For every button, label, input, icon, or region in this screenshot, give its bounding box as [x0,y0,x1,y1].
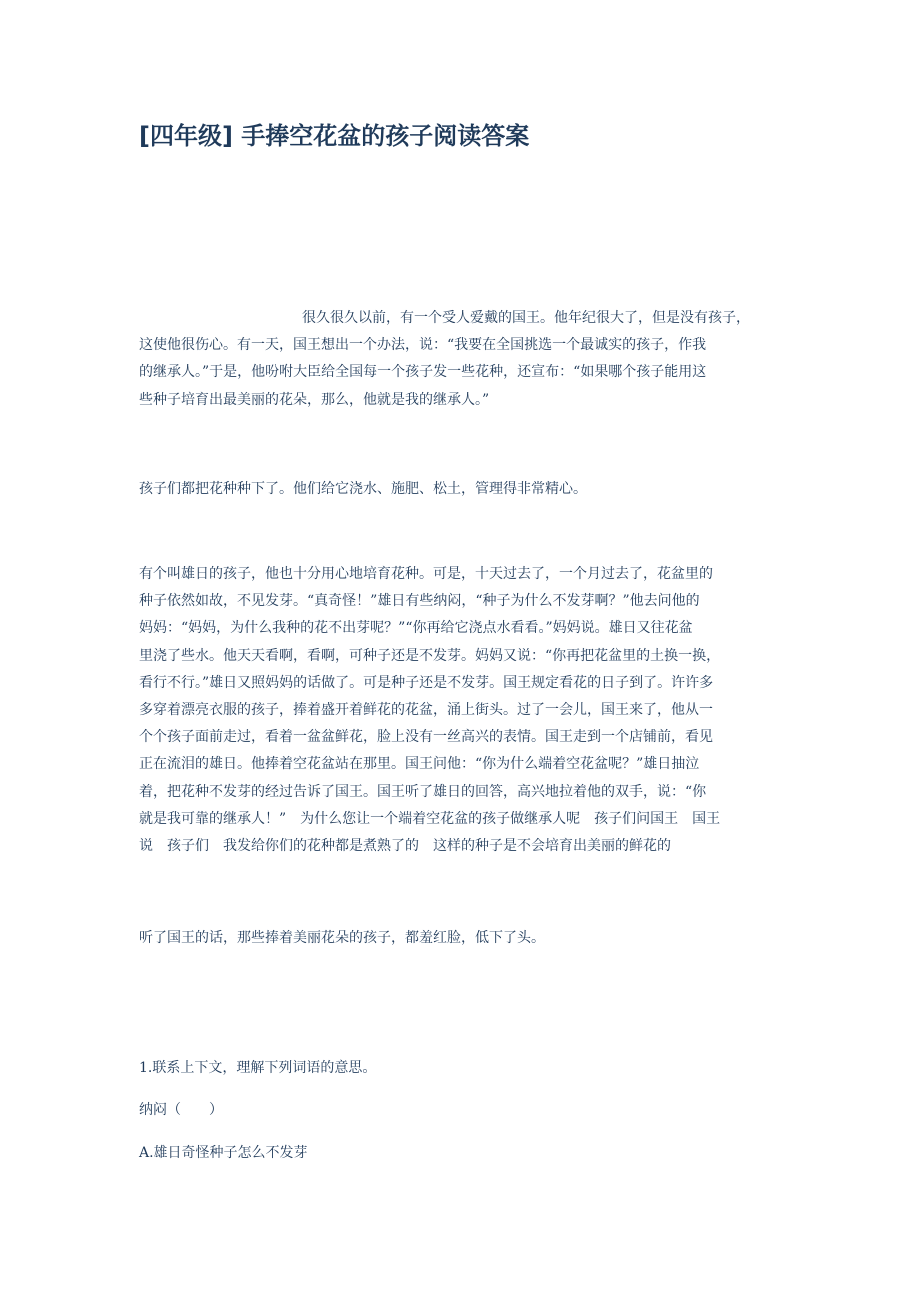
paragraph-line: 的继承人。”于是，他吩咐大臣给全国每一个孩子发一些花种，还宣布：“如果哪个孩子能用这 [139,364,707,381]
question-option-a: A.雄日奇怪种子怎么不发芽 [139,1145,308,1161]
paragraph-line: 多穿着漂亮衣服的孩子，捧着盛开着鲜花的花盆，涌上街头。过了一会儿，国王来了，他从一 [139,702,713,719]
paragraph-line: 个个孩子面前走过，看着一盆盆鲜花，脸上没有一丝高兴的表情。国王走到一个店铺前，看见 [139,729,713,746]
paragraph-line: 里浇了些水。他天天看啊，看啊，可种子还是不发芽。妈妈又说：“你再把花盆里的土换一换， [139,647,721,664]
paragraph-line: 说 孩子们 我发给你们的花种都是煮熟了的 这样的种子是不会培育出美丽的鲜花的 [139,838,671,855]
paragraph-line: 这使他很伤心。有一天，国王想出一个办法，说：“我要在全国挑选一个最诚实的孩子，作我 [139,337,707,354]
paragraph-line: 正在流泪的雄日。他捧着空花盆站在那里。国王问他：“你为什么端着空花盆呢？”雄日抽泣 [139,756,700,773]
story-paragraph-ending [139,925,792,952]
paragraph-line: 着，把花种不发芽的经过告诉了国王。国王听了雄日的回答，高兴地拉着他的双手，说：“你 [139,783,707,800]
paragraph-line: 孩子们都把花种种下了。他们给它浇水、施肥、松土，管理得非常精心。 [139,481,587,497]
paragraph-line: 听了国王的话，那些捧着美丽花朵的孩子，都羞红脸，低下了头。 [139,930,545,946]
paragraph-line: 就是我可靠的继承人！” 为什么您让一个端着空花盆的孩子做继承人呢 孩子们问国王 国王 [139,810,721,827]
document-title: [四年级] 手捧空花盆的孩子阅读答案 [139,122,530,150]
story-paragraph-intro [139,305,792,414]
paragraph-line [139,305,792,332]
story-paragraph-xiongri [139,561,792,860]
paragraph-text: 很久很久以前，有一个受人爱戴的国王。他年纪很大了，但是没有孩子， [302,310,750,326]
paragraph-line: 种子依然如故，不见发芽。“真奇怪！”雄日有些纳闷，“种子为什么不发芽啊？”他去问他的 [139,593,700,610]
question-term: 纳闷（ ） [139,1102,223,1118]
story-paragraph-planting [139,476,792,503]
paragraph-line: 有个叫雄日的孩子，他也十分用心地培育花种。可是，十天过去了，一个月过去了，花盆里的 [139,566,713,582]
paragraph-line: 看行不行。”雄日又照妈妈的话做了。可是种子还是不发芽。国王规定看花的日子到了。许许多 [139,674,714,691]
question-prompt: 1.联系上下文，理解下列词语的意思。 [139,1060,377,1076]
paragraph-line: 妈妈：“妈妈，为什么我种的花不出芽呢？”“你再给它浇点水看看。”妈妈说。雄日又往花盆 [139,620,693,637]
paragraph-line: 些种子培育出最美丽的花朵，那么，他就是我的继承人。” [139,391,490,408]
